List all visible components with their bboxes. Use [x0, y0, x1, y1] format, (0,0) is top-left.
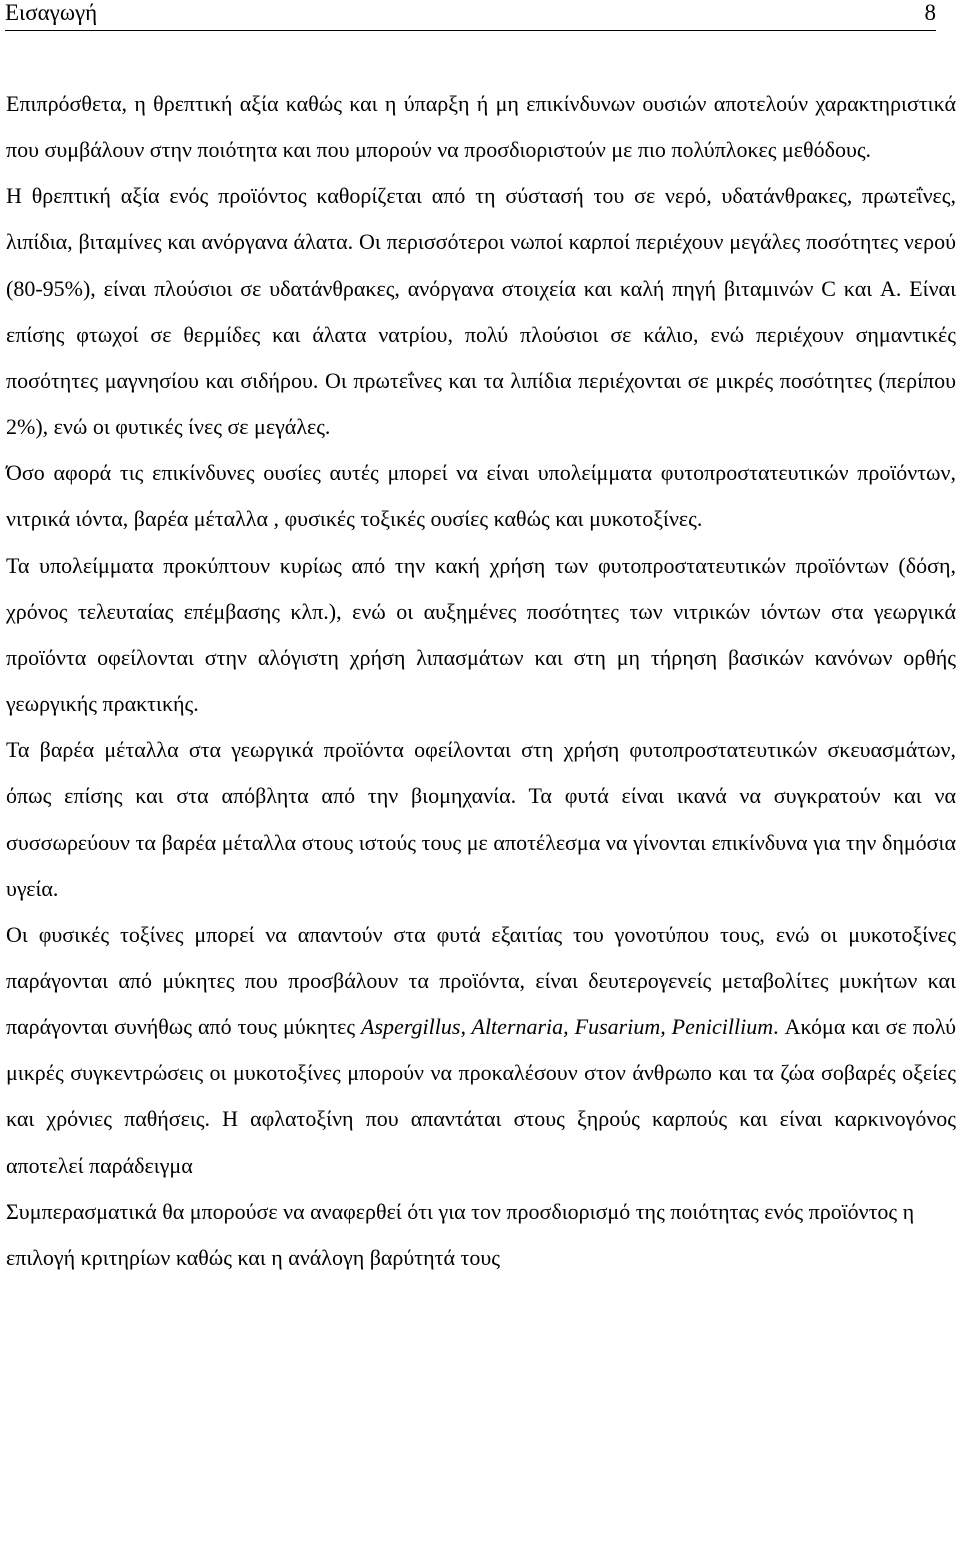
document-body [6, 81, 956, 1281]
paragraph-dangerous-substances: Όσο αφορά τις επικίνδυνες ουσίες αυτές μπορεί να είναι υπολείμματα φυτοπροστατευτικών προϊόντων, νιτρικά ιόντα, βαρέα μέταλλα , φυσικές τοξικές ουσίες καθώς και μυκοτοξίνες. [6, 460, 956, 532]
paragraph-nutritional-value: Η θρεπτική αξία ενός προϊόντος καθορίζεται από τη σύστασή του σε νερό, υδατάνθρακες, πρωτεΐνες, λιπίδια, βιταμίνες και ανόργανα άλατα. Οι περισσότεροι νωποί καρποί περιέχουν μεγάλες ποσότητες νερού (80-95%), είναι πλούσιοι σε υδατάνθρακες, ανόργανα στοιχεία και καλή πηγή βιταμινών C και A. Είναι επίσης φτωχοί σε θερμίδες και άλατα νατρίου, πολύ πλούσιοι σε κάλιο, ενώ περιέχουν σημαντικές ποσότητες μαγνησίου και σιδήρου. Οι πρωτεΐνες και τα λιπίδια περιέχονται σε μικρές ποσότητες (περίπου 2%), ενώ οι φυτικές ίνες σε μεγάλες. [6, 183, 956, 440]
paragraph-toxins [6, 912, 956, 1189]
fungi-species-names: Aspergillus, Alternaria, Fusarium, Penicillium [361, 1014, 774, 1040]
page-header [5, 0, 936, 31]
paragraph-intro: Επιπρόσθετα, η θρεπτική αξία καθώς και η ύπαρξη ή μη επικίνδυνων ουσιών αποτελούν χαρακτηριστικά που συμβάλουν στην ποιότητα και που μπορούν να προσδιοριστούν με πιο πολύπλοκες μεθόδους. [6, 91, 956, 163]
toxins-text-before: Οι φυσικές τοξίνες μπορεί να απαντούν στα φυτά εξαιτίας του γονοτύπου τους, ενώ οι μυκοτοξίνες παράγονται από μύκητες που προσβάλουν τα προϊόντα, είναι δευτερογενείς μεταβολίτες μυκήτων και παράγονται συνήθως από τους μύκητες [6, 921, 956, 1040]
paragraph-residues: Τα υπολείμματα προκύπτουν κυρίως από την κακή χρήση των φυτοπροστατευτικών προϊόντων (δόση, χρόνος τελευταίας επέμβασης κλπ.), ενώ οι αυξημένες ποσότητες των νιτρικών ιόντων στα γεωργικά προϊόντα οφείλονται στην αλόγιστη χρήση λιπασμάτων και στη μη τήρηση βασικών κανόνων ορθής γεωργικής πρακτικής. [6, 552, 956, 717]
toxins-text-after: . Ακόμα και σε πολύ μικρές συγκεντρώσεις οι μυκοτοξίνες μπορούν να προκαλέσουν στον άνθρωπο και τα ζώα σοβαρές οξείες και χρόνιες παθήσεις. Η αφλατοξίνη που απαντάται στους ξηρούς καρπούς και είναι καρκινογόνος αποτελεί παράδειγμα [6, 1014, 956, 1178]
page-number: 8 [924, 0, 936, 25]
paragraph-conclusion: Συμπερασματικά θα μπορούσε να αναφερθεί ότι για τον προσδιορισμό της ποιότητας ενός προϊόντος η επιλογή κριτηρίων καθώς και η ανάλογη βαρύτητά τους [6, 1198, 915, 1270]
chapter-title: Εισαγωγή [5, 0, 98, 25]
paragraph-heavy-metals: Τα βαρέα μέταλλα στα γεωργικά προϊόντα οφείλονται στη χρήση φυτοπροστατευτικών σκευασμάτων, όπως επίσης και στα απόβλητα από την βιομηχανία. Τα φυτά είναι ικανά να συγκρατούν και να συσσωρεύουν τα βαρέα μέταλλα στους ιστούς τους με αποτέλεσμα να γίνονται επικίνδυνα για την δημόσια υγεία. [6, 737, 956, 901]
